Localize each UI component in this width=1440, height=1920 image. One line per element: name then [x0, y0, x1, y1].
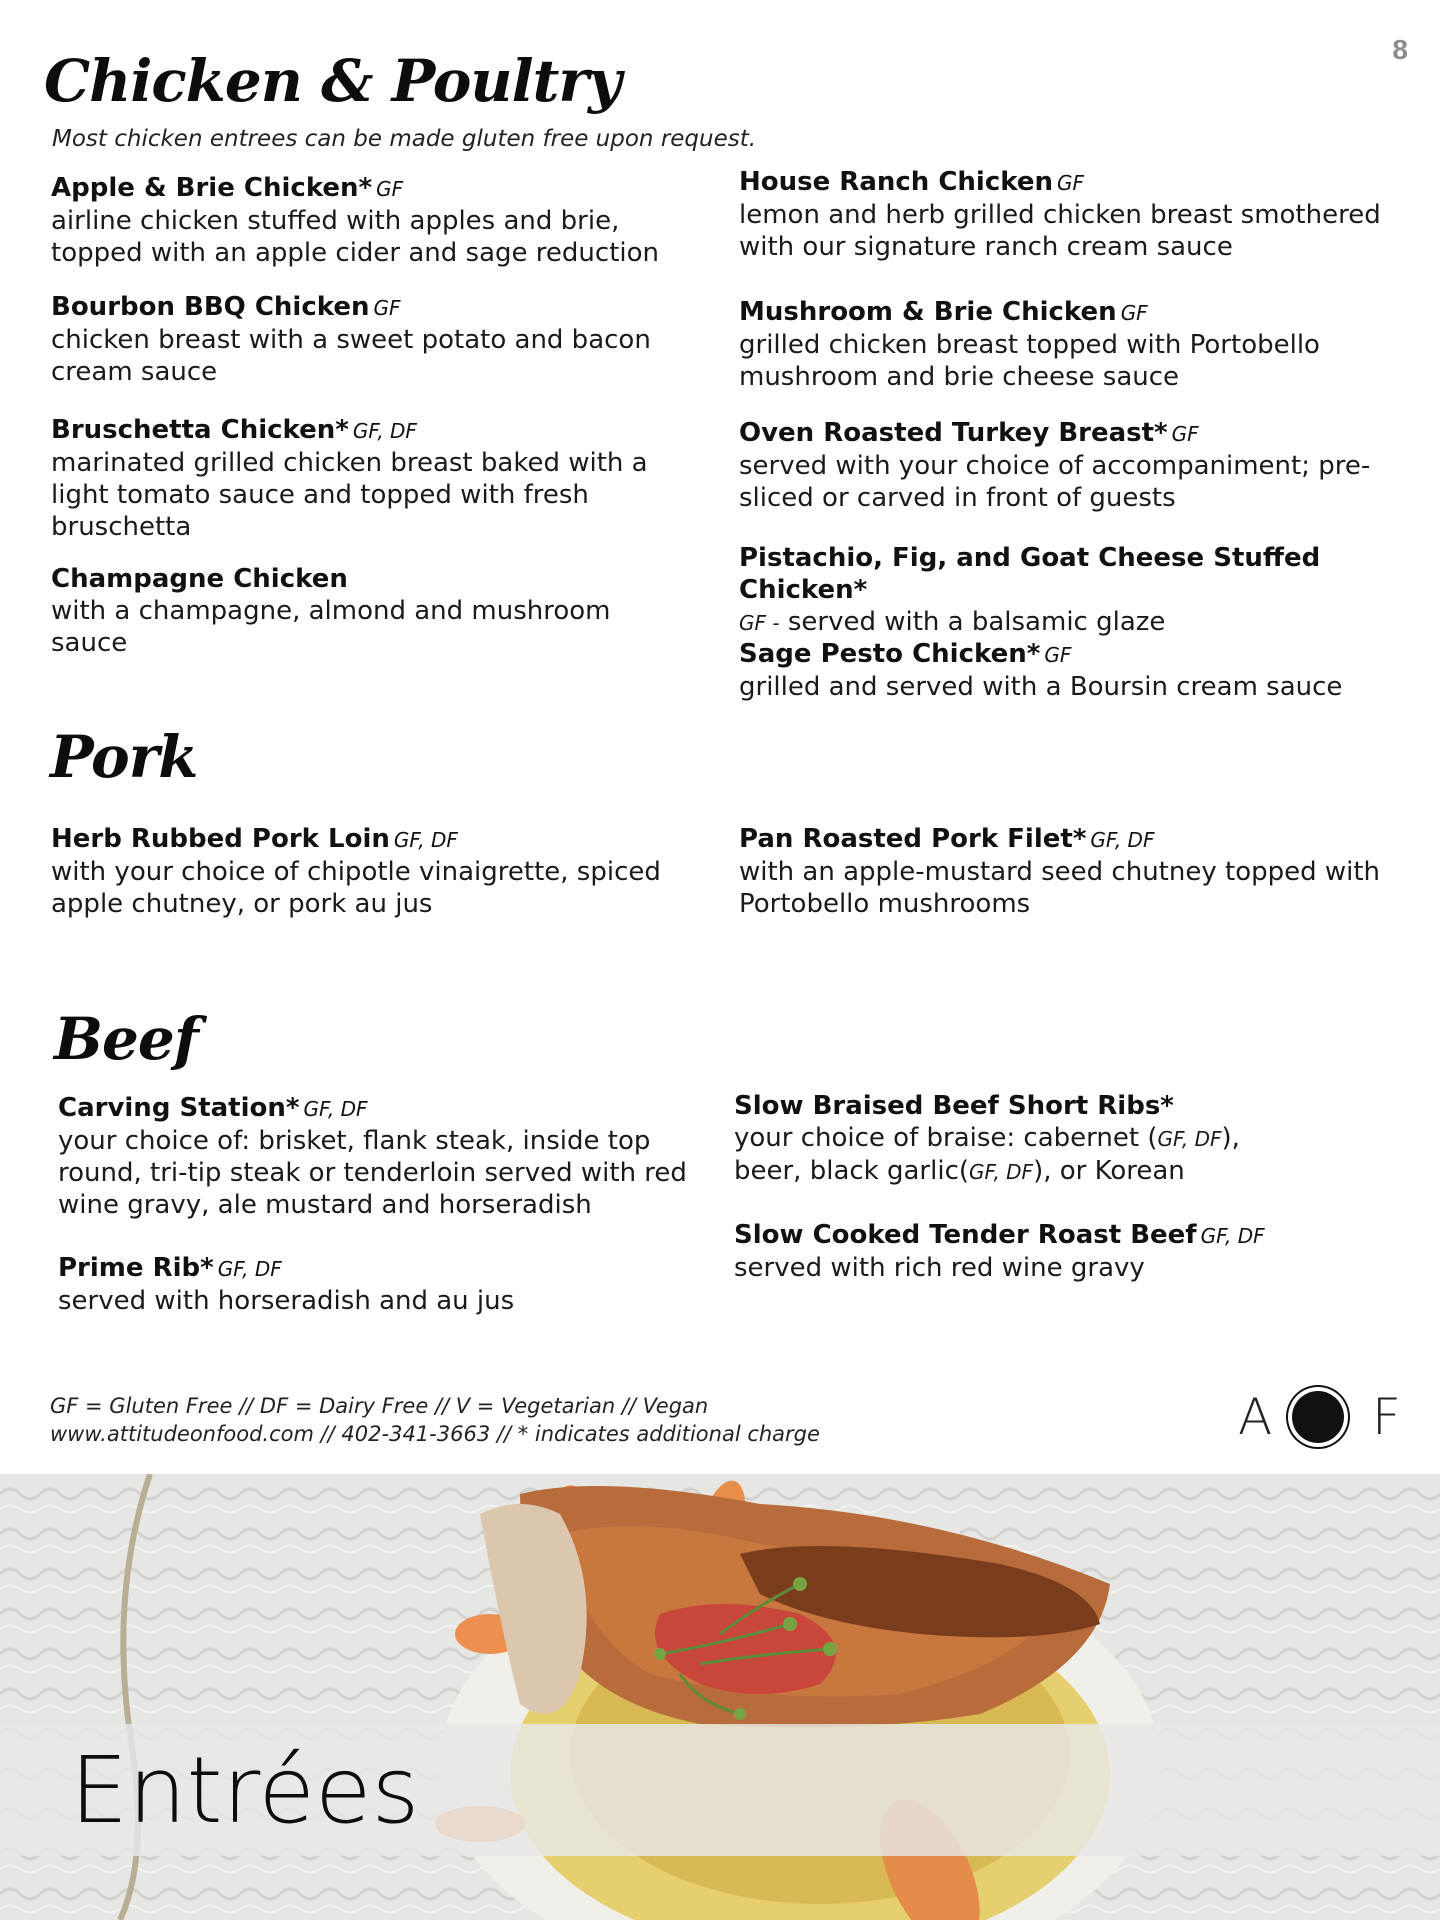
- dietary-legend: GF = Gluten Free // DF = Dairy Free // V = Vegetarian // Vegan: [50, 1394, 709, 1418]
- item-tags: GF: [1120, 301, 1148, 325]
- menu-item: [739, 823, 1399, 920]
- item-description: grilled and served with a Boursin cream sauce: [739, 672, 1343, 702]
- item-tags: GF, DF: [393, 828, 458, 852]
- item-name: Pan Roasted Pork Filet*: [739, 824, 1087, 854]
- item-tags: GF, DF: [1200, 1224, 1265, 1248]
- item-name: Bourbon BBQ Chicken: [51, 292, 370, 322]
- chicken-gluten-note: Most chicken entrees can be made gluten free upon request.: [52, 126, 757, 152]
- page-title: Entrées: [70, 1737, 420, 1844]
- item-description: served with rich red wine gravy: [734, 1253, 1145, 1283]
- item-tags: GF: [1057, 171, 1085, 195]
- item-description: lemon and herb grilled chicken breast smothered with our signature ranch cream sauce: [739, 200, 1381, 262]
- item-name: Bruschetta Chicken*: [51, 415, 349, 445]
- item-description: served with a balsamic glaze: [787, 607, 1166, 637]
- menu-item: [51, 172, 691, 269]
- menu-item: [739, 417, 1399, 514]
- item-description: marinated grilled chicken breast baked with a light tomato sauce and topped with fresh bruschetta: [51, 448, 648, 542]
- item-name: Slow Braised Beef Short Ribs*: [734, 1091, 1174, 1121]
- item-tags: GF: [1044, 643, 1072, 667]
- logo-letter-f: F: [1372, 1388, 1401, 1446]
- item-description: your choice of: brisket, flank steak, inside top round, tri-tip steak or tenderloin served with red wine gravy, ale mustard and horseradish: [58, 1126, 687, 1220]
- title-banner: [0, 1724, 1440, 1856]
- item-description: with a champagne, almond and mushroom sauce: [51, 596, 611, 658]
- menu-item: [51, 823, 691, 920]
- item-name: Apple & Brie Chicken*: [51, 173, 373, 203]
- item-name: Prime Rib*: [58, 1253, 214, 1283]
- item-tags: GF: [373, 296, 401, 320]
- menu-item: [734, 1090, 1394, 1188]
- item-tags: GF: [1171, 422, 1199, 446]
- section-title-chicken: Chicken & Poultry: [44, 47, 621, 115]
- item-tags: GF, DF: [303, 1097, 368, 1121]
- menu-item: [739, 296, 1399, 393]
- logo-letter-a: A: [1238, 1388, 1273, 1446]
- item-description: served with your choice of accompaniment; pre-sliced or carved in front of guests: [739, 451, 1371, 513]
- item-description: served with horseradish and au jus: [58, 1286, 515, 1316]
- item-tags: GF, DF: [1090, 828, 1155, 852]
- item-name: Champagne Chicken: [51, 564, 348, 594]
- menu-item: [739, 638, 1399, 703]
- item-name: Oven Roasted Turkey Breast*: [739, 418, 1168, 448]
- menu-item: [51, 563, 691, 659]
- item-description: with your choice of chipotle vinaigrette, spiced apple chutney, or pork au jus: [51, 857, 661, 919]
- section-title-beef: Beef: [54, 1005, 198, 1073]
- food-photo: [0, 1474, 1440, 1920]
- item-tags: GF: [376, 177, 404, 201]
- section-title-pork: Pork: [50, 723, 198, 791]
- item-description: airline chicken stuffed with apples and brie, topped with an apple cider and sage reduction: [51, 206, 659, 268]
- item-name: Herb Rubbed Pork Loin: [51, 824, 390, 854]
- logo-circle-icon: [1292, 1391, 1344, 1443]
- item-tags: GF, DF: [352, 419, 417, 443]
- item-description: chicken breast with a sweet potato and bacon cream sauce: [51, 325, 651, 387]
- item-name: Carving Station*: [58, 1093, 300, 1123]
- menu-item: [51, 291, 691, 388]
- item-name: Sage Pesto Chicken*: [739, 639, 1041, 669]
- item-description: with an apple-mustard seed chutney topped with Portobello mushrooms: [739, 857, 1381, 919]
- menu-item: [739, 166, 1399, 263]
- item-name: Pistachio, Fig, and Goat Cheese Stuffed Chicken*: [739, 543, 1321, 605]
- menu-item: [51, 414, 691, 543]
- item-name: Mushroom & Brie Chicken: [739, 297, 1117, 327]
- menu-item: [58, 1252, 698, 1317]
- item-description: grilled chicken breast topped with Portobello mushroom and brie cheese sauce: [739, 330, 1320, 392]
- footer-info: [50, 1392, 820, 1448]
- page-number: 8: [1392, 34, 1408, 65]
- item-description: your choice of braise: cabernet (GF, DF), beer, black garlic(GF, DF), or Korean: [734, 1123, 1240, 1186]
- menu-item: [739, 542, 1419, 639]
- item-name: House Ranch Chicken: [739, 167, 1053, 197]
- item-tags: GF -: [739, 611, 780, 635]
- brand-logo: [1238, 1388, 1404, 1446]
- item-tags: GF, DF: [217, 1257, 282, 1281]
- menu-item: [58, 1092, 698, 1221]
- menu-item: [734, 1219, 1394, 1284]
- item-name: Slow Cooked Tender Roast Beef: [734, 1220, 1197, 1250]
- contact-line: www.attitudeonfood.com // 402-341-3663 // * indicates additional charge: [50, 1422, 820, 1446]
